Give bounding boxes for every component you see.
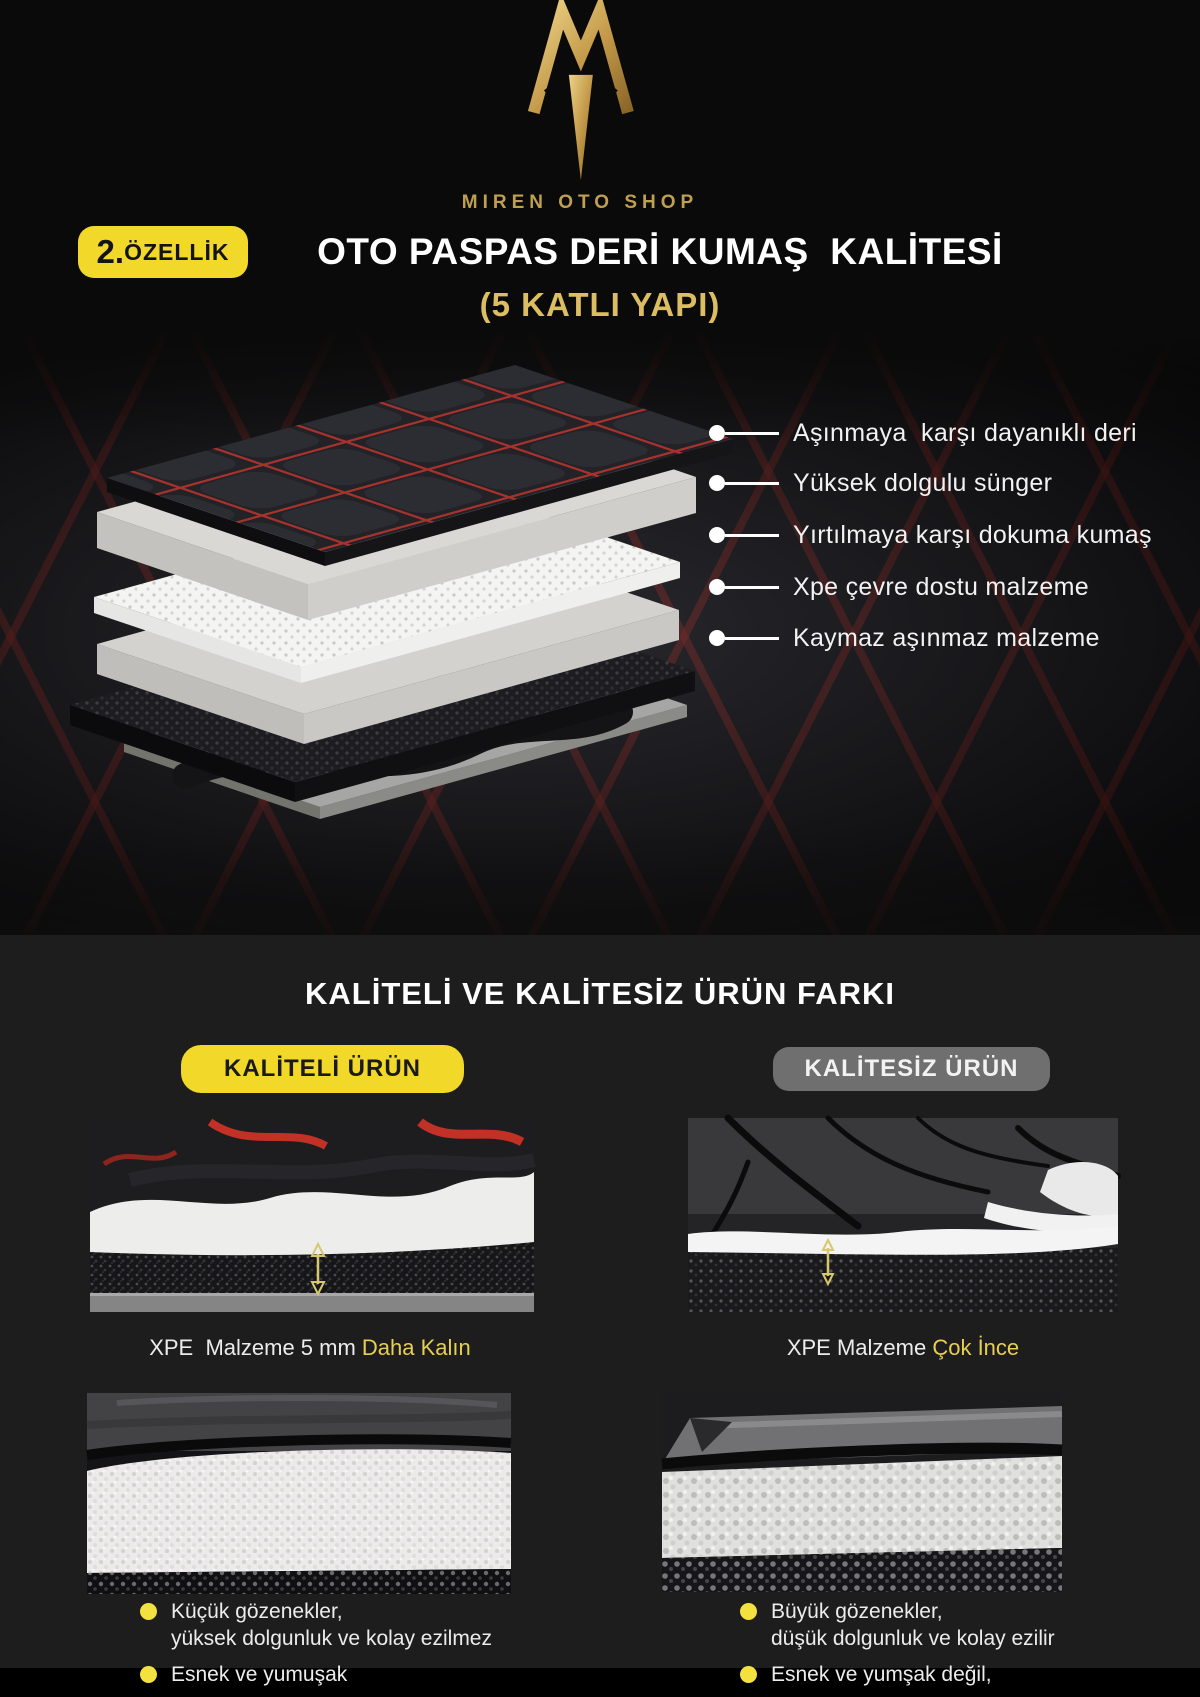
bullet-dot-icon <box>140 1666 157 1683</box>
poor-bullet-list <box>740 1598 1200 1697</box>
callout-dot-icon <box>709 527 725 543</box>
list-item <box>140 1661 680 1688</box>
brand-name: MIREN OTO SHOP <box>461 192 699 213</box>
caption-poor <box>688 1335 1118 1361</box>
bullet-text: Esnek ve yumuşak <box>171 1663 348 1686</box>
callout-xpe <box>709 570 1089 604</box>
bullet-dot-icon <box>740 1666 757 1683</box>
quality-badge-label: KALİTELİ ÜRÜN <box>224 1055 421 1082</box>
list-item <box>740 1661 1200 1688</box>
brand-logo-icon <box>520 2 640 188</box>
caption-poor-highlight: Çok İnce <box>932 1335 1020 1360</box>
layer-stack-diagram <box>55 340 755 840</box>
quality-product-badge <box>181 1045 464 1093</box>
photo-quality-foam <box>87 1393 511 1594</box>
feature-number: 2. <box>96 233 125 270</box>
caption-poor-text: XPE Malzeme <box>786 1335 933 1360</box>
callout-sponge <box>709 466 1052 500</box>
callout-label: Yüksek dolgulu sünger <box>793 468 1053 497</box>
callout-line <box>725 534 779 537</box>
callout-line <box>725 637 779 640</box>
bullet-text: Küçük gözenekler, <box>171 1600 343 1623</box>
bullet-text: Esnek ve yumşak değil, <box>771 1663 992 1686</box>
caption-quality-highlight: Daha Kalın <box>361 1335 471 1360</box>
callout-antislip <box>709 621 1100 655</box>
callout-line <box>725 482 779 485</box>
callout-dot-icon <box>709 579 725 595</box>
bullet-dot-icon <box>140 1603 157 1620</box>
photo-quality-crosssection <box>90 1120 534 1312</box>
callout-dot-icon <box>709 475 725 491</box>
callout-dot-icon <box>709 425 725 441</box>
poor-product-badge <box>773 1047 1050 1091</box>
caption-quality <box>90 1335 530 1361</box>
feature-label: ÖZELLİK <box>124 238 230 265</box>
callout-line <box>725 586 779 589</box>
bullet-dot-icon <box>740 1603 757 1620</box>
poor-badge-label: KALİTESİZ ÜRÜN <box>804 1055 1019 1082</box>
bullet-text: Büyük gözenekler, <box>771 1600 943 1623</box>
caption-quality-text: XPE Malzeme 5 mm <box>149 1335 362 1360</box>
photo-poor-foam <box>662 1392 1062 1592</box>
bullet-text: düşük dolgunluk ve kolay ezilir <box>771 1627 1055 1650</box>
callout-line <box>725 432 779 435</box>
quality-bullet-list <box>140 1598 680 1697</box>
list-item <box>740 1598 1200 1652</box>
callout-label: Xpe çevre dostu malzeme <box>793 572 1089 601</box>
page-title: OTO PASPAS DERİ KUMAŞ KALİTESİ <box>317 231 1003 272</box>
comparison-heading: KALİTELİ VE KALİTESİZ ÜRÜN FARKI <box>305 976 895 1011</box>
callout-label: Aşınmaya karşı dayanıklı deri <box>793 418 1137 447</box>
page-subtitle: (5 KATLI YAPI) <box>479 286 721 323</box>
list-item <box>140 1598 680 1652</box>
callout-dot-icon <box>709 630 725 646</box>
callout-label: Yırtılmaya karşı dokuma kumaş <box>793 520 1152 549</box>
photo-poor-crosssection <box>688 1118 1118 1312</box>
bullet-text: yüksek dolgunluk ve kolay ezilmez <box>171 1627 492 1650</box>
callout-leather <box>709 416 1137 450</box>
callout-label: Kaymaz aşınmaz malzeme <box>793 623 1100 652</box>
callout-woven <box>709 518 1152 552</box>
